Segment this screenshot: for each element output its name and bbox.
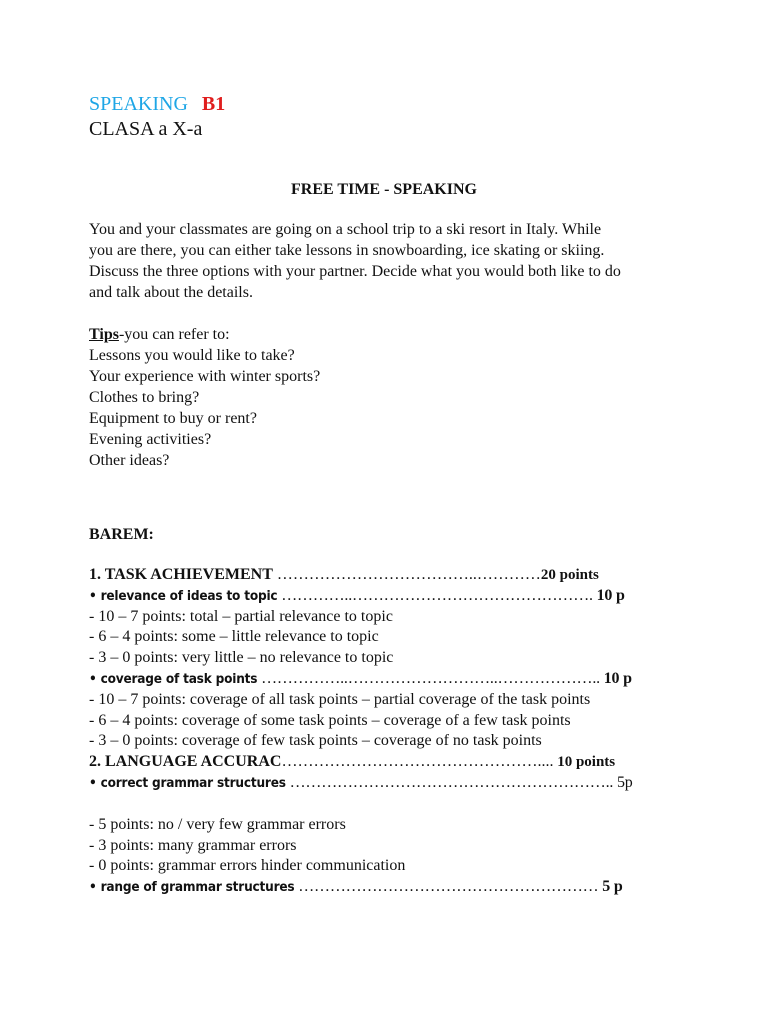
score-line: - 0 points: grammar errors hinder communication (89, 857, 406, 875)
score-line: - 6 – 4 points: coverage of some task points – coverage of a few task points (89, 711, 571, 729)
score-line: - 10 – 7 points: total – partial relevance to topic (89, 607, 393, 625)
tips-intro (89, 324, 689, 345)
task-instructions (89, 219, 684, 303)
criterion-label: • correct grammar structures (89, 774, 286, 791)
title-level: B1 (201, 93, 226, 115)
tips-suffix: -you can refer to: (118, 326, 230, 343)
document-page (89, 92, 689, 898)
criterion-label: • range of grammar structures (89, 879, 295, 896)
intro-line: and talk about the details. (89, 284, 253, 301)
leader-dots: ………………………………..………… (272, 566, 541, 583)
criterion-range (89, 877, 689, 898)
criterion-label: • coverage of task points (89, 670, 258, 687)
score-line: - 5 points: no / very few grammar errors (89, 815, 346, 833)
criterion-points: 5p (613, 773, 633, 791)
title-line (89, 92, 689, 116)
criterion-relevance (89, 586, 689, 607)
leader-dots: …………………………………………………….. (285, 773, 614, 791)
score-line: - 3 points: many grammar errors (89, 836, 297, 854)
spacer (89, 794, 689, 815)
task-achievement-points: 20 points (540, 567, 599, 583)
language-accuracy-label: 2. LANGUAGE ACCURAC (89, 753, 282, 771)
tip-item: Evening activities? (89, 431, 212, 448)
task-achievement-heading (89, 565, 689, 586)
task-achievement-label: 1. TASK ACHIEVEMENT (89, 566, 273, 583)
barem-section (89, 565, 689, 898)
criterion-coverage (89, 669, 689, 690)
tip-item: Your experience with winter sports? (89, 368, 321, 385)
language-accuracy-points: 10 points (553, 754, 616, 771)
leader-dots: ………………………………………….... (281, 753, 554, 771)
criterion-points: 10 p (592, 586, 625, 604)
tip-item: Lessons you would like to take? (89, 347, 295, 364)
barem-title: BAREM: (89, 526, 154, 543)
tips-section (89, 324, 689, 471)
class-label: CLASA a X-a (89, 118, 203, 140)
tip-item: Other ideas? (89, 452, 170, 469)
leader-dots: ……………..………………………..……………….. (257, 669, 600, 687)
score-line: - 6 – 4 points: some – little relevance to topic (89, 628, 379, 646)
intro-line: you are there, you can either take lessons in snowboarding, ice skating or skiing. (89, 242, 605, 259)
title-speaking: SPEAKING (89, 93, 188, 115)
criterion-points: 10 p (599, 669, 632, 687)
intro-line: Discuss the three options with your partner. Decide what you would both like to do (89, 263, 621, 280)
language-accuracy-heading (89, 752, 689, 773)
criterion-grammar (89, 773, 689, 794)
score-line: - 3 – 0 points: very little – no relevance to topic (89, 649, 394, 667)
score-line: - 3 – 0 points: coverage of few task points – coverage of no task points (89, 732, 542, 750)
criterion-points: 5 p (598, 878, 623, 896)
leader-dots: …………..………………………………………. (277, 586, 593, 604)
score-line: - 10 – 7 points: coverage of all task points – partial coverage of the task points (89, 690, 591, 708)
leader-dots: ………………………………………………… (294, 878, 599, 896)
tip-item: Clothes to bring? (89, 389, 200, 406)
tips-label: Tips (89, 326, 119, 343)
tip-item: Equipment to buy or rent? (89, 410, 257, 427)
criterion-label: • relevance of ideas to topic (89, 587, 278, 604)
task-heading: FREE TIME - SPEAKING (291, 181, 477, 198)
intro-line: You and your classmates are going on a school trip to a ski resort in Italy. While (89, 221, 602, 238)
